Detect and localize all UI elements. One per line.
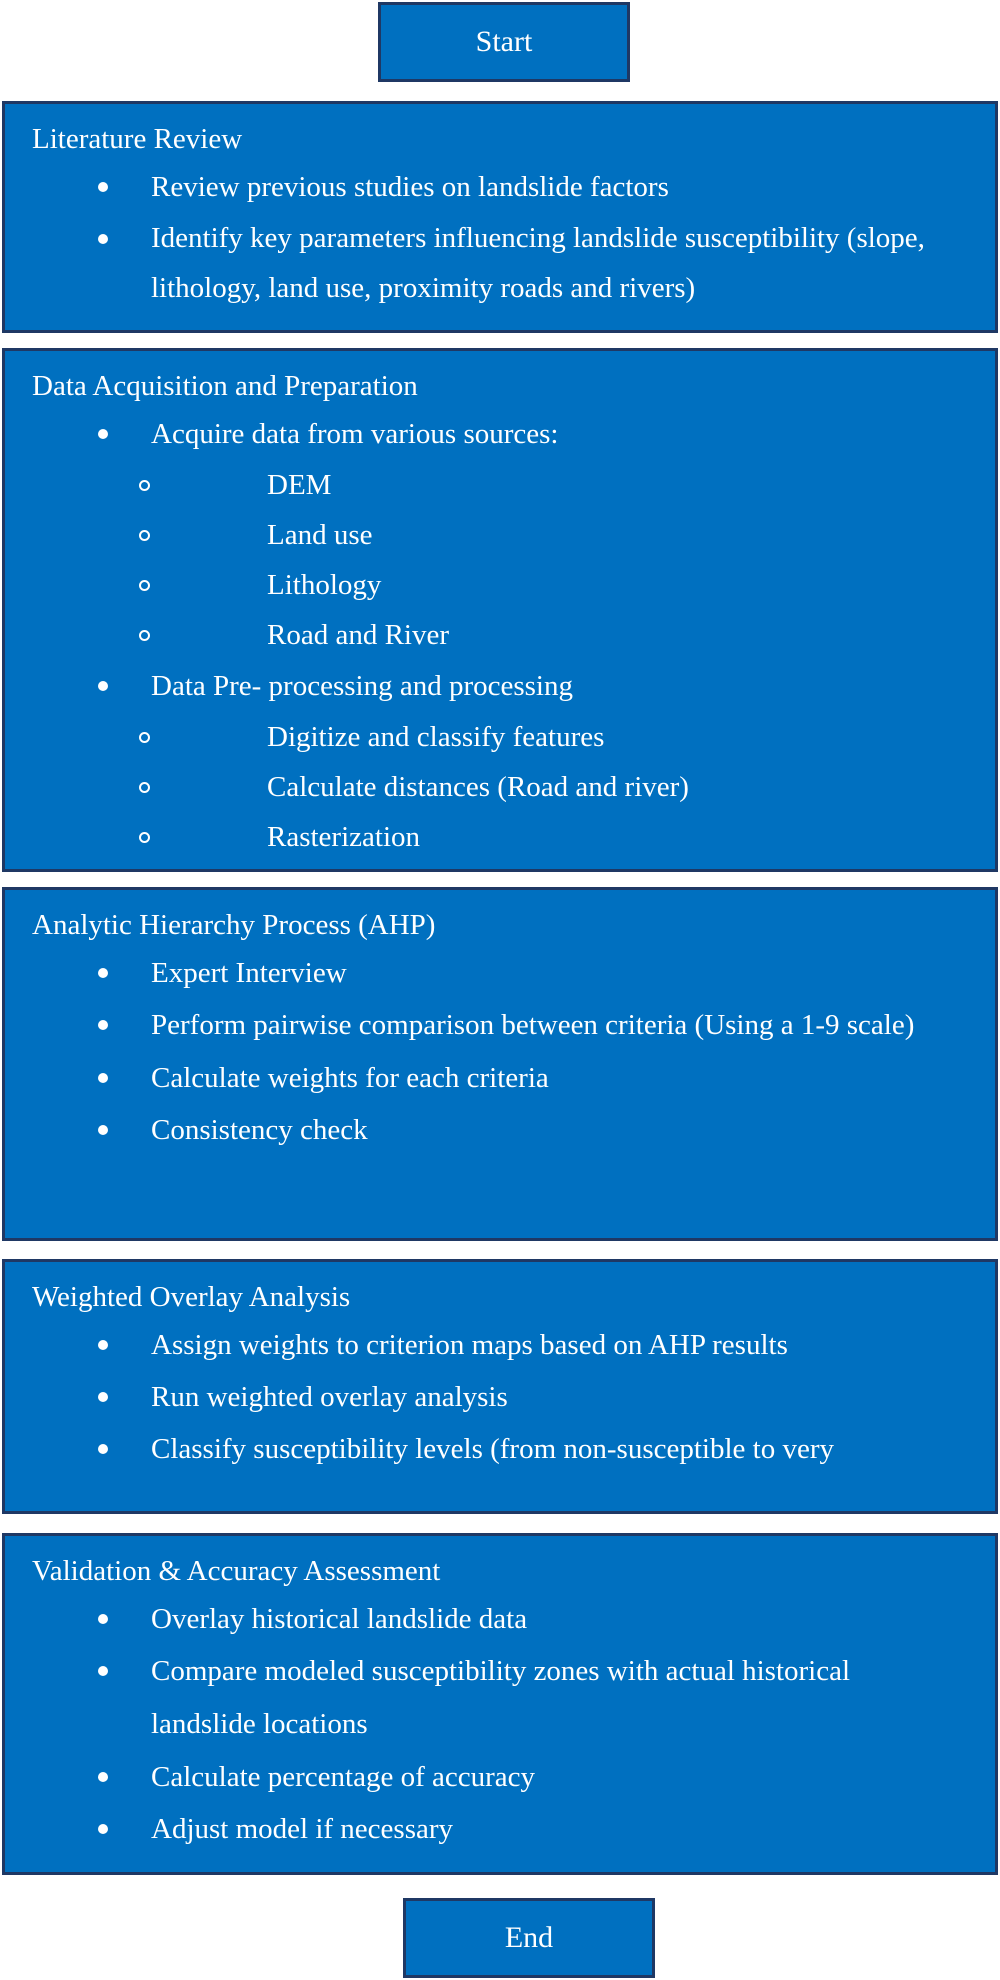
list-item-text: Calculate weights for each criteria <box>151 1062 549 1094</box>
list-item <box>32 1593 995 1645</box>
list-item-text: Identify key parameters influencing landslide susceptibility (slope, lithology, land use, proximity roads and rivers) <box>151 222 925 304</box>
list-item <box>32 408 995 660</box>
sub-list-item: Road and River <box>151 610 955 660</box>
end-node <box>403 1898 655 1978</box>
list-item <box>32 1803 995 1855</box>
list-item-text: Overlay historical landslide data <box>151 1603 528 1635</box>
start-label: Start <box>475 25 533 58</box>
sub-list-item: Lithology <box>151 560 955 610</box>
sub-list <box>151 460 955 660</box>
list-item-text: Compare modeled susceptibility zones with actual historical landslide locations <box>151 1655 851 1740</box>
stage-title: Literature Review <box>32 123 243 155</box>
list-item <box>32 1423 995 1475</box>
list-item-text: Run weighted overlay analysis <box>151 1381 508 1413</box>
end-label: End <box>504 1921 554 1954</box>
bullet-list <box>32 1593 995 1855</box>
sub-list-item: DEM <box>151 460 955 510</box>
list-item <box>32 1751 995 1803</box>
list-item <box>32 1319 995 1371</box>
list-item-text: Calculate percentage of accuracy <box>151 1761 535 1793</box>
stage-title: Data Acquisition and Preparation <box>32 370 418 402</box>
list-item <box>32 1104 995 1156</box>
list-item <box>32 1645 995 1751</box>
list-item <box>32 660 995 862</box>
list-item <box>32 213 995 313</box>
start-node <box>378 2 630 82</box>
sub-list <box>151 712 955 862</box>
list-item-text: Perform pairwise comparison between criteria (Using a 1-9 scale) <box>151 1009 915 1041</box>
list-item-text: Data Pre- processing and processing <box>151 670 573 702</box>
list-item-text: Adjust model if necessary <box>151 1813 454 1845</box>
stage-weighted-overlay <box>2 1259 998 1514</box>
stage-title: Analytic Hierarchy Process (AHP) <box>32 909 436 941</box>
list-item <box>32 947 995 999</box>
list-item <box>32 1052 995 1104</box>
list-item <box>32 999 995 1052</box>
list-item-text: Review previous studies on landslide factors <box>151 171 669 203</box>
list-item-text: Consistency check <box>151 1114 368 1146</box>
stage-title: Validation & Accuracy Assessment <box>32 1555 441 1587</box>
bullet-list <box>32 408 995 862</box>
sub-list-item: Land use <box>151 510 955 560</box>
list-item-text: Assign weights to criterion maps based on AHP results <box>151 1329 788 1361</box>
sub-list-item: Rasterization <box>151 812 955 862</box>
list-item-text: Acquire data from various sources: <box>151 418 559 450</box>
stage-title: Weighted Overlay Analysis <box>32 1281 351 1313</box>
bullet-list <box>32 1319 995 1475</box>
stage-data-acquisition <box>2 348 998 872</box>
list-item-text: Expert Interview <box>151 957 347 989</box>
bullet-list <box>32 161 995 313</box>
list-item-text: Classify susceptibility levels (from non-susceptible to very <box>151 1433 834 1465</box>
stage-ahp <box>2 887 998 1241</box>
stage-validation <box>2 1533 998 1875</box>
list-item <box>32 161 995 213</box>
sub-list-item: Calculate distances (Road and river) <box>151 762 955 812</box>
stage-literature-review <box>2 101 998 333</box>
bullet-list <box>32 947 995 1156</box>
sub-list-item: Digitize and classify features <box>151 712 955 762</box>
list-item <box>32 1371 995 1423</box>
